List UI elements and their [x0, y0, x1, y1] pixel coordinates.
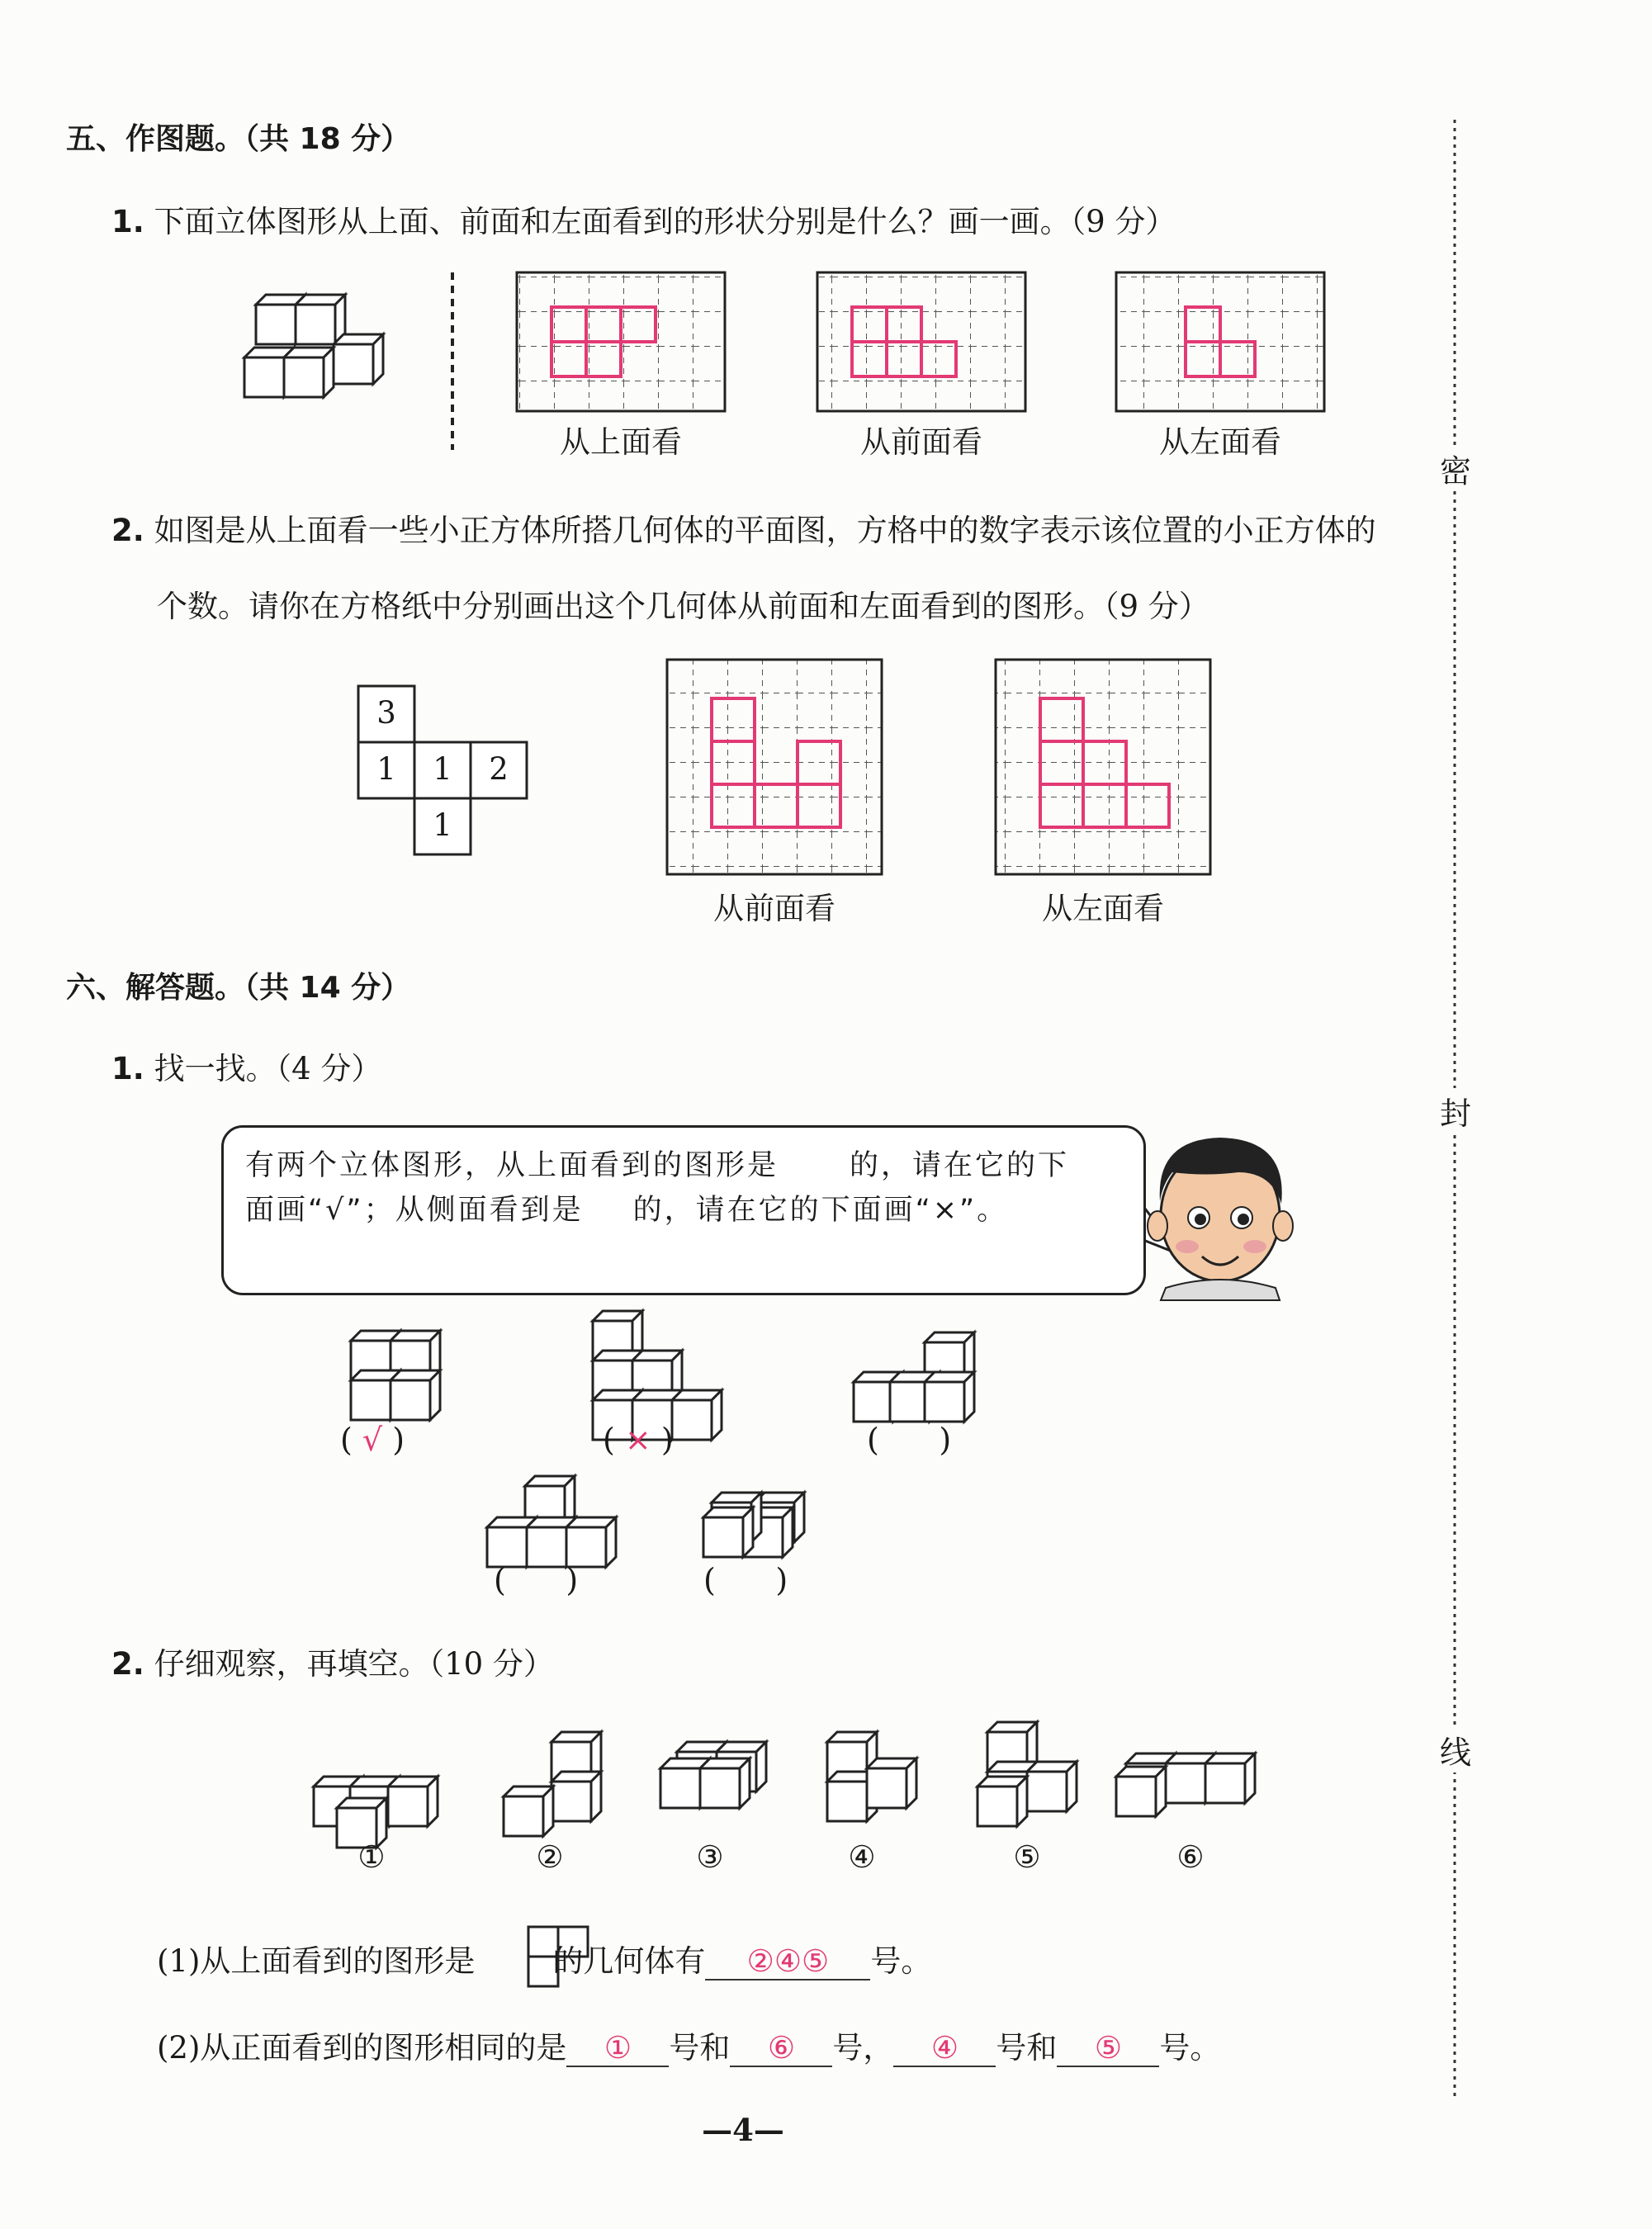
s6-q2-text: 仔细观察，再填空。（10 分） — [154, 1646, 554, 1682]
observe-solid-6 — [1116, 1753, 1255, 1816]
sub1-answer[interactable]: ②④⑤ — [705, 1943, 870, 1981]
s5-q2-line1 — [111, 505, 1376, 550]
plan-cell: 2 — [489, 751, 509, 787]
plan-cell: 1 — [433, 751, 452, 787]
label-left-view: 从左面看 — [1159, 424, 1281, 460]
sub2-prefix: (2)从正面看到的图形相同的是 — [157, 2030, 567, 2066]
observe-solid-5 — [977, 1722, 1077, 1826]
label-front-view: 从前面看 — [860, 424, 982, 460]
s6-q1 — [111, 1044, 381, 1088]
s5-q2-line2: 个数。请你在方格纸中分别画出这个几何体从前面和左面看到的图形。（9 分） — [157, 589, 1209, 624]
s6-q1-text: 找一找。（4 分） — [154, 1051, 382, 1086]
s5-q1-number: 1. — [111, 204, 144, 239]
s6-q1-number: 1. — [111, 1051, 144, 1086]
plan-cell: 1 — [433, 807, 452, 843]
sub2-blank-c[interactable]: ④ — [893, 2030, 996, 2067]
find-solid-2 — [593, 1311, 722, 1440]
bubble-line2 — [245, 1187, 1008, 1228]
sub2-he-1: 号和 — [669, 2030, 731, 2066]
find-solid-4 — [487, 1476, 616, 1567]
answer-1: √ — [362, 1422, 383, 1458]
label-q2-front: 从前面看 — [713, 891, 835, 926]
speech-bubble — [221, 1125, 1146, 1295]
seal-char-xian: 线 — [1440, 1727, 1471, 1772]
bubble-text-1b: 的，请在它的下 — [850, 1149, 1070, 1182]
shape-label-3: ③ — [696, 1839, 724, 1875]
answer-paren-4[interactable]: ( ) — [494, 1562, 579, 1598]
find-solid-5 — [703, 1493, 804, 1557]
find-solid-1 — [351, 1331, 440, 1420]
sub2-blank-a[interactable]: ① — [566, 2030, 669, 2067]
answer-2: × — [624, 1422, 651, 1458]
observe-solid-4 — [827, 1732, 916, 1821]
page-number: —4— — [702, 2112, 784, 2148]
sub2-end: 号。 — [1159, 2030, 1221, 2066]
grid-q2-left — [996, 660, 1210, 874]
s6-q2 — [111, 1639, 554, 1683]
shape-label-1: ① — [357, 1839, 386, 1875]
sub-question-1 — [157, 1936, 931, 1981]
s5-q1-text: 下面立体图形从上面、前面和左面看到的形状分别是什么？画一画。（9 分） — [154, 204, 1176, 239]
bubble-line1 — [245, 1143, 1069, 1184]
sub2-he-2: 号和 — [996, 2030, 1058, 2066]
grid-q2-front — [667, 660, 882, 874]
observe-solid-3 — [660, 1742, 766, 1808]
section5-title: 五、作图题。（共 18 分） — [66, 122, 411, 156]
s6-q2-number: 2. — [111, 1646, 144, 1682]
s5-q2-number: 2. — [111, 513, 144, 548]
seal-char-mi: 密 — [1440, 446, 1471, 491]
boy-illustration — [1148, 1138, 1293, 1300]
seal-char-feng: 封 — [1440, 1088, 1471, 1133]
find-solid-3 — [854, 1332, 974, 1422]
plan-cell: 1 — [376, 751, 396, 787]
grid-front-view — [817, 272, 1025, 411]
bubble-text-2a: 面画“√”；从侧面看到是 — [245, 1194, 584, 1227]
answer-paren-1[interactable]: ( √ ) — [340, 1422, 405, 1458]
shape-label-4: ④ — [848, 1839, 876, 1875]
shape-label-5: ⑤ — [1013, 1839, 1041, 1875]
sub2-hao: 号， — [832, 2030, 894, 2066]
sub1-prefix: (1)从上面看到的图形是 — [157, 1943, 476, 1979]
sub1-mid: 的几何体有 — [552, 1943, 706, 1979]
sub1-suffix: 号。 — [870, 1943, 932, 1979]
s5-q2-text1: 如图是从上面看一些小正方体所搭几何体的平面图，方格中的数字表示该位置的小正方体的 — [154, 513, 1376, 548]
bubble-text-2b: 的，请在它的下面画“×”。 — [632, 1194, 1009, 1227]
observe-solid-1 — [314, 1777, 438, 1848]
shape-label-2: ② — [536, 1839, 564, 1875]
sub2-blank-b[interactable]: ⑥ — [730, 2030, 832, 2067]
q1-solid-figure — [244, 295, 383, 397]
observe-solid-2 — [504, 1732, 601, 1836]
grid-left-view — [1116, 272, 1324, 411]
bubble-text-1a: 有两个立体图形，从上面看到的图形是 — [245, 1149, 779, 1182]
sub-question-2 — [157, 2023, 1220, 2067]
plan-cell: 3 — [376, 695, 396, 731]
shape-label-6: ⑥ — [1176, 1839, 1205, 1875]
answer-paren-3[interactable]: ( ) — [867, 1422, 952, 1458]
answer-paren-2[interactable]: ( × ) — [603, 1422, 674, 1458]
sub2-blank-d[interactable]: ⑤ — [1057, 2030, 1159, 2067]
grid-top-view — [517, 272, 725, 411]
label-q2-left: 从左面看 — [1042, 891, 1164, 926]
answer-paren-5[interactable]: ( ) — [703, 1562, 788, 1598]
section6-title: 六、解答题。（共 14 分） — [66, 971, 411, 1005]
label-top-view: 从上面看 — [560, 424, 682, 460]
